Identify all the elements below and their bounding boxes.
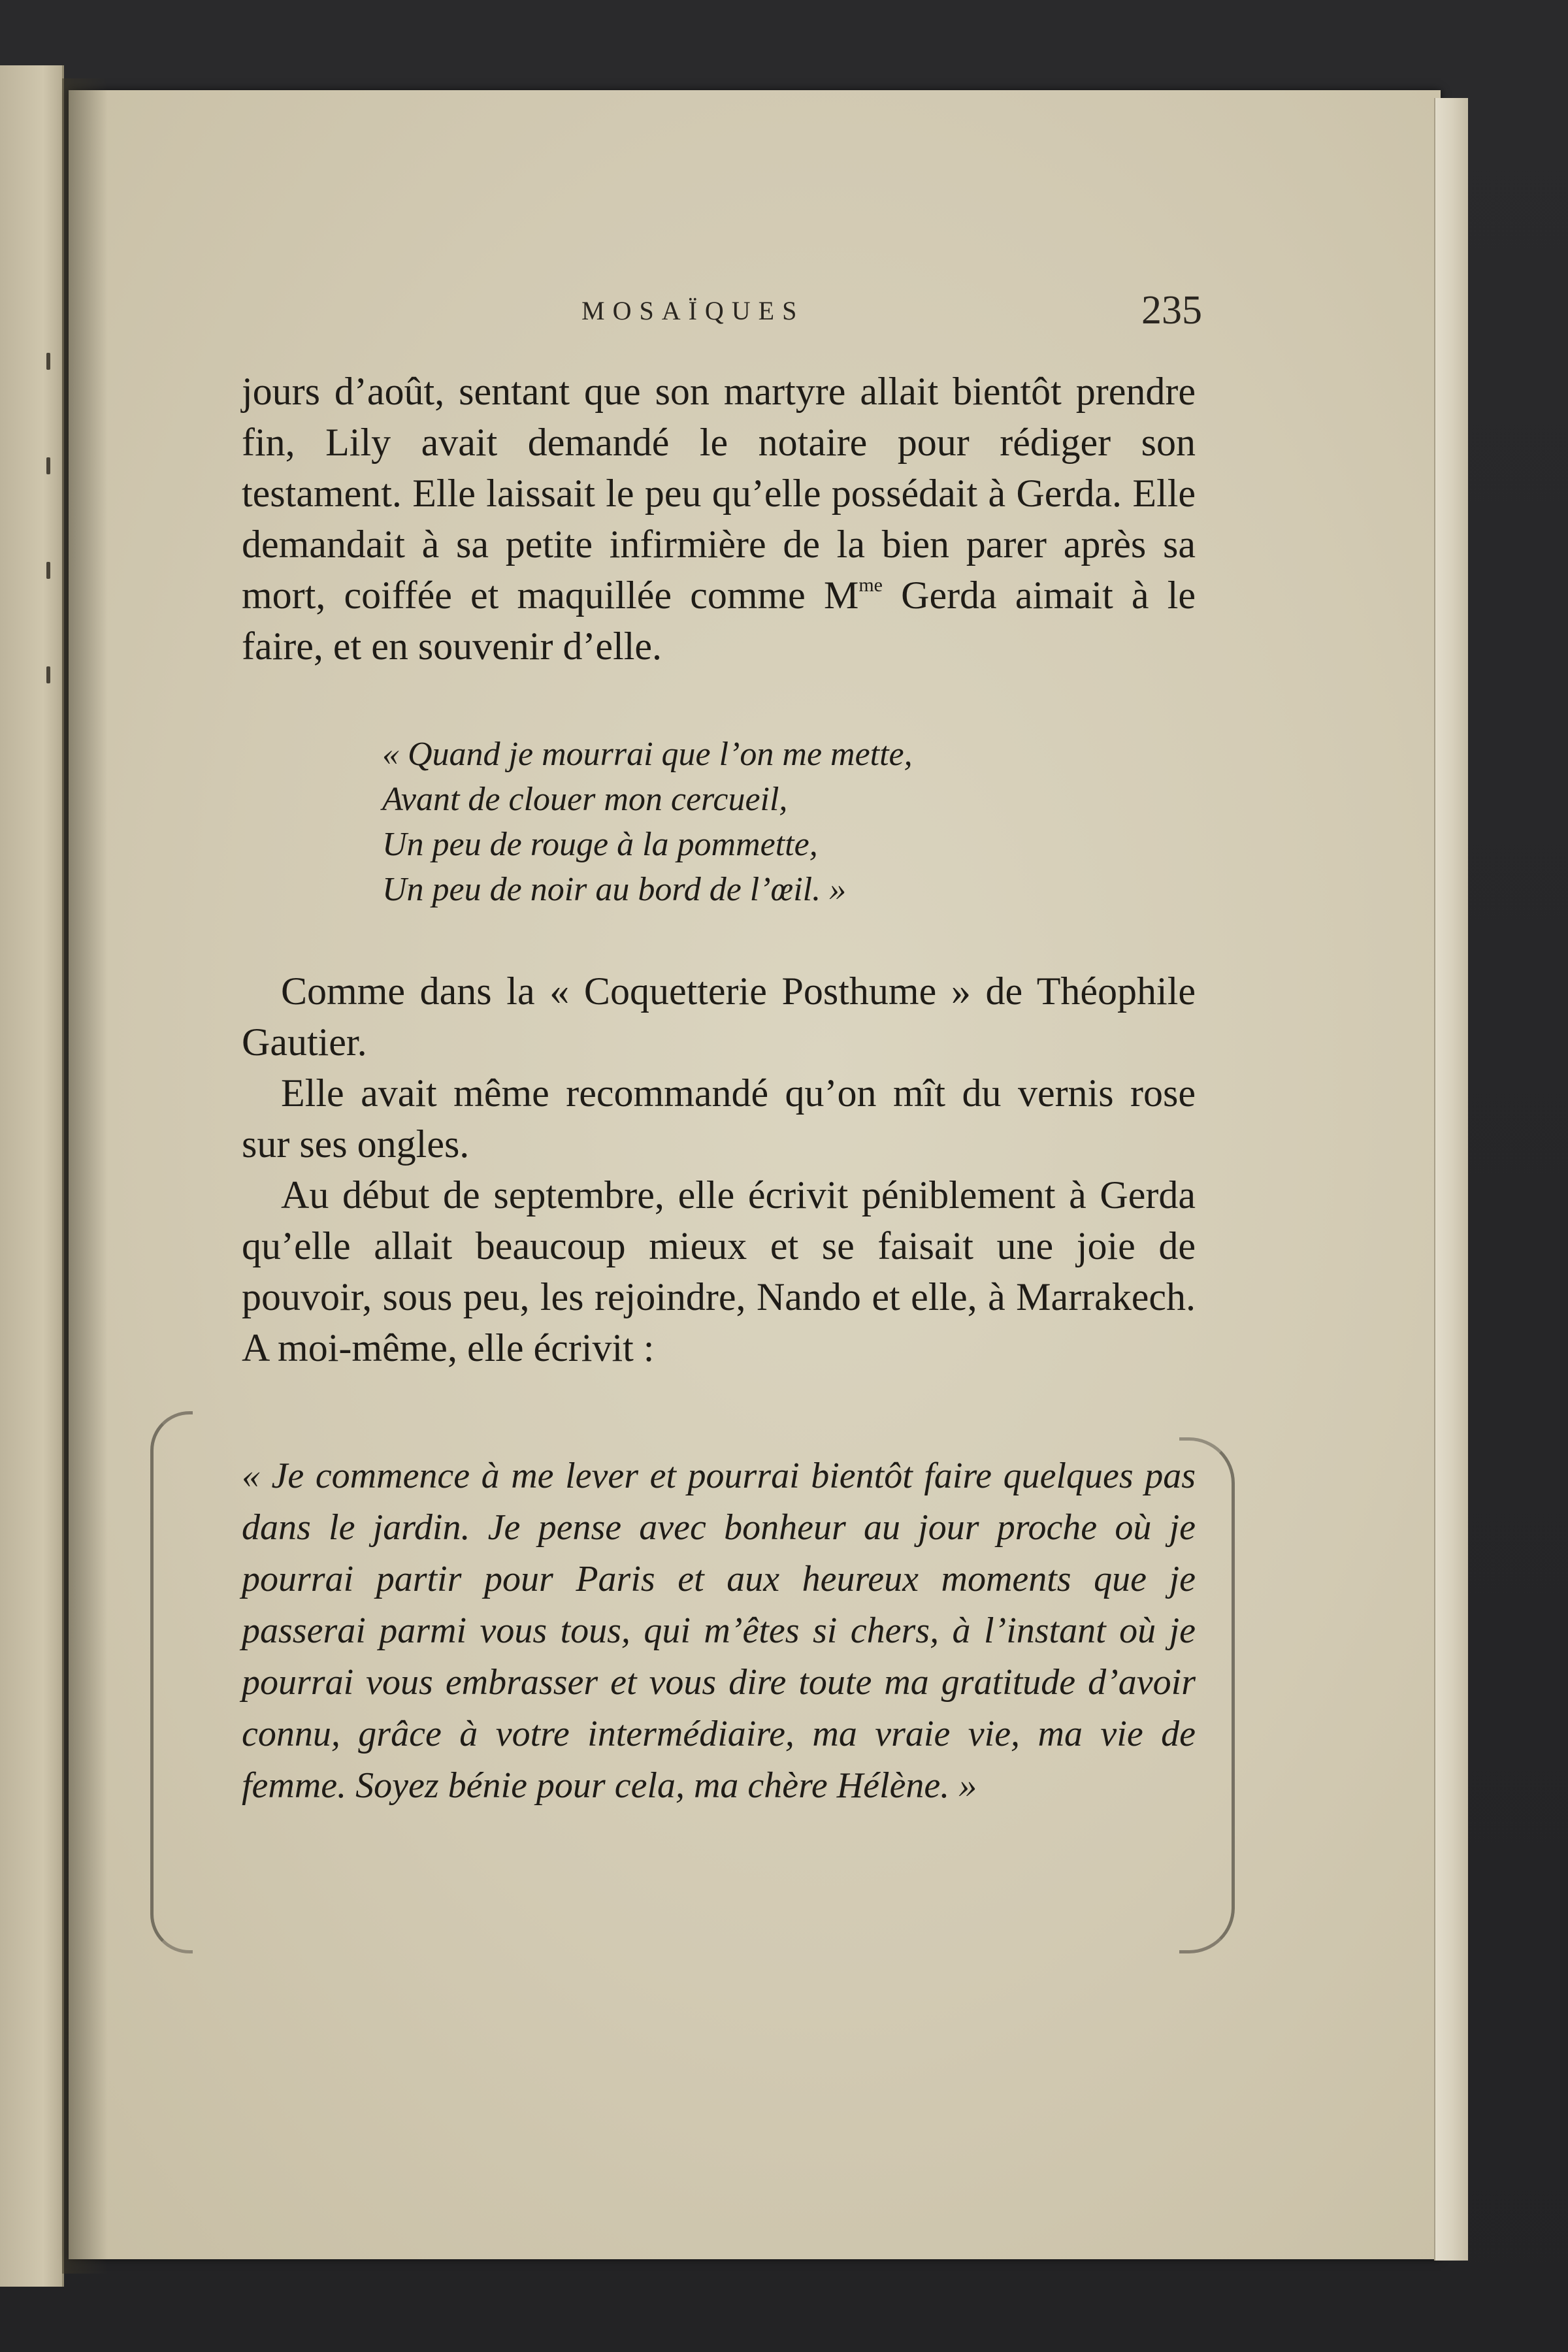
paragraph-gautier: Comme dans la « Coquetterie Posthume » de Théophile Gautier. (242, 970, 1196, 1064)
paragraph-text: jours d’août, sentant que son martyre allait bientôt prendre fin, Lily avait demandé le notaire pour rédiger son testament. Elle laissait le peu qu’elle possédait à Gerda. Elle demandait à sa petite infirmière de la bien parer après sa mort, coiffée et maquillée comme M (242, 370, 1196, 617)
paragraph-testament (242, 366, 1196, 672)
poem-line: « Quand je mourrai que l’on me mette, (382, 736, 913, 773)
pencil-bracket-right (1179, 1437, 1235, 1953)
facing-page-text-fragment (46, 353, 50, 370)
page-header (248, 287, 1202, 340)
page-number: 235 (1141, 288, 1202, 333)
paragraph-nail-polish: Elle avait même recommandé qu’on mît du vernis rose sur ses ongles. (242, 1071, 1196, 1166)
poem-line: Un peu de noir au bord de l’œil. » (382, 871, 847, 908)
pencil-bracket-left (150, 1411, 193, 1953)
letter-text: « Je commence à me lever et pourrai bientôt faire quelques pas dans le jardin. Je pense avec bonheur au jour proche où je pourrai partir pour Paris et aux heureux moments que je passerai parmi vous tous, qui m’êtes si chers, à l’instant où je pourrai vous embrasser et vous dire toute ma gratitude d’avoir connu, grâce à votre intermédiaire, ma vraie vie, ma vie de femme. Soyez bénie pour cela, ma chère Hélène. » (242, 1456, 1196, 1806)
running-head: MOSAÏQUES (581, 296, 805, 325)
paragraph-text-continued: Gerda aimait à le faire, et en souvenir d’elle. (242, 574, 1196, 668)
paragraph-september: Au début de septembre, elle écrivit péniblement à Gerda qu’elle allait beaucoup mieux et se faisait une joie de pouvoir, sous peu, les rejoindre, Nando et elle, à Marrakech. A moi-même, elle écrivit : (242, 1173, 1196, 1369)
poem-quote (382, 732, 1196, 912)
page-text (242, 366, 1196, 1812)
facing-page-edge (0, 65, 64, 2287)
poem-line: Un peu de rouge à la pommette, (382, 826, 818, 863)
letter-quote (242, 1450, 1196, 1812)
facing-page-text-fragment (46, 666, 50, 683)
poem-line: Avant de clouer mon cercueil, (382, 781, 788, 818)
superscript-abbreviation: me (858, 574, 883, 596)
facing-page-text-fragment (46, 562, 50, 579)
gutter-shadow (62, 78, 108, 2274)
facing-page-text-fragment (46, 457, 50, 474)
page-stack-edge (1434, 98, 1468, 2261)
